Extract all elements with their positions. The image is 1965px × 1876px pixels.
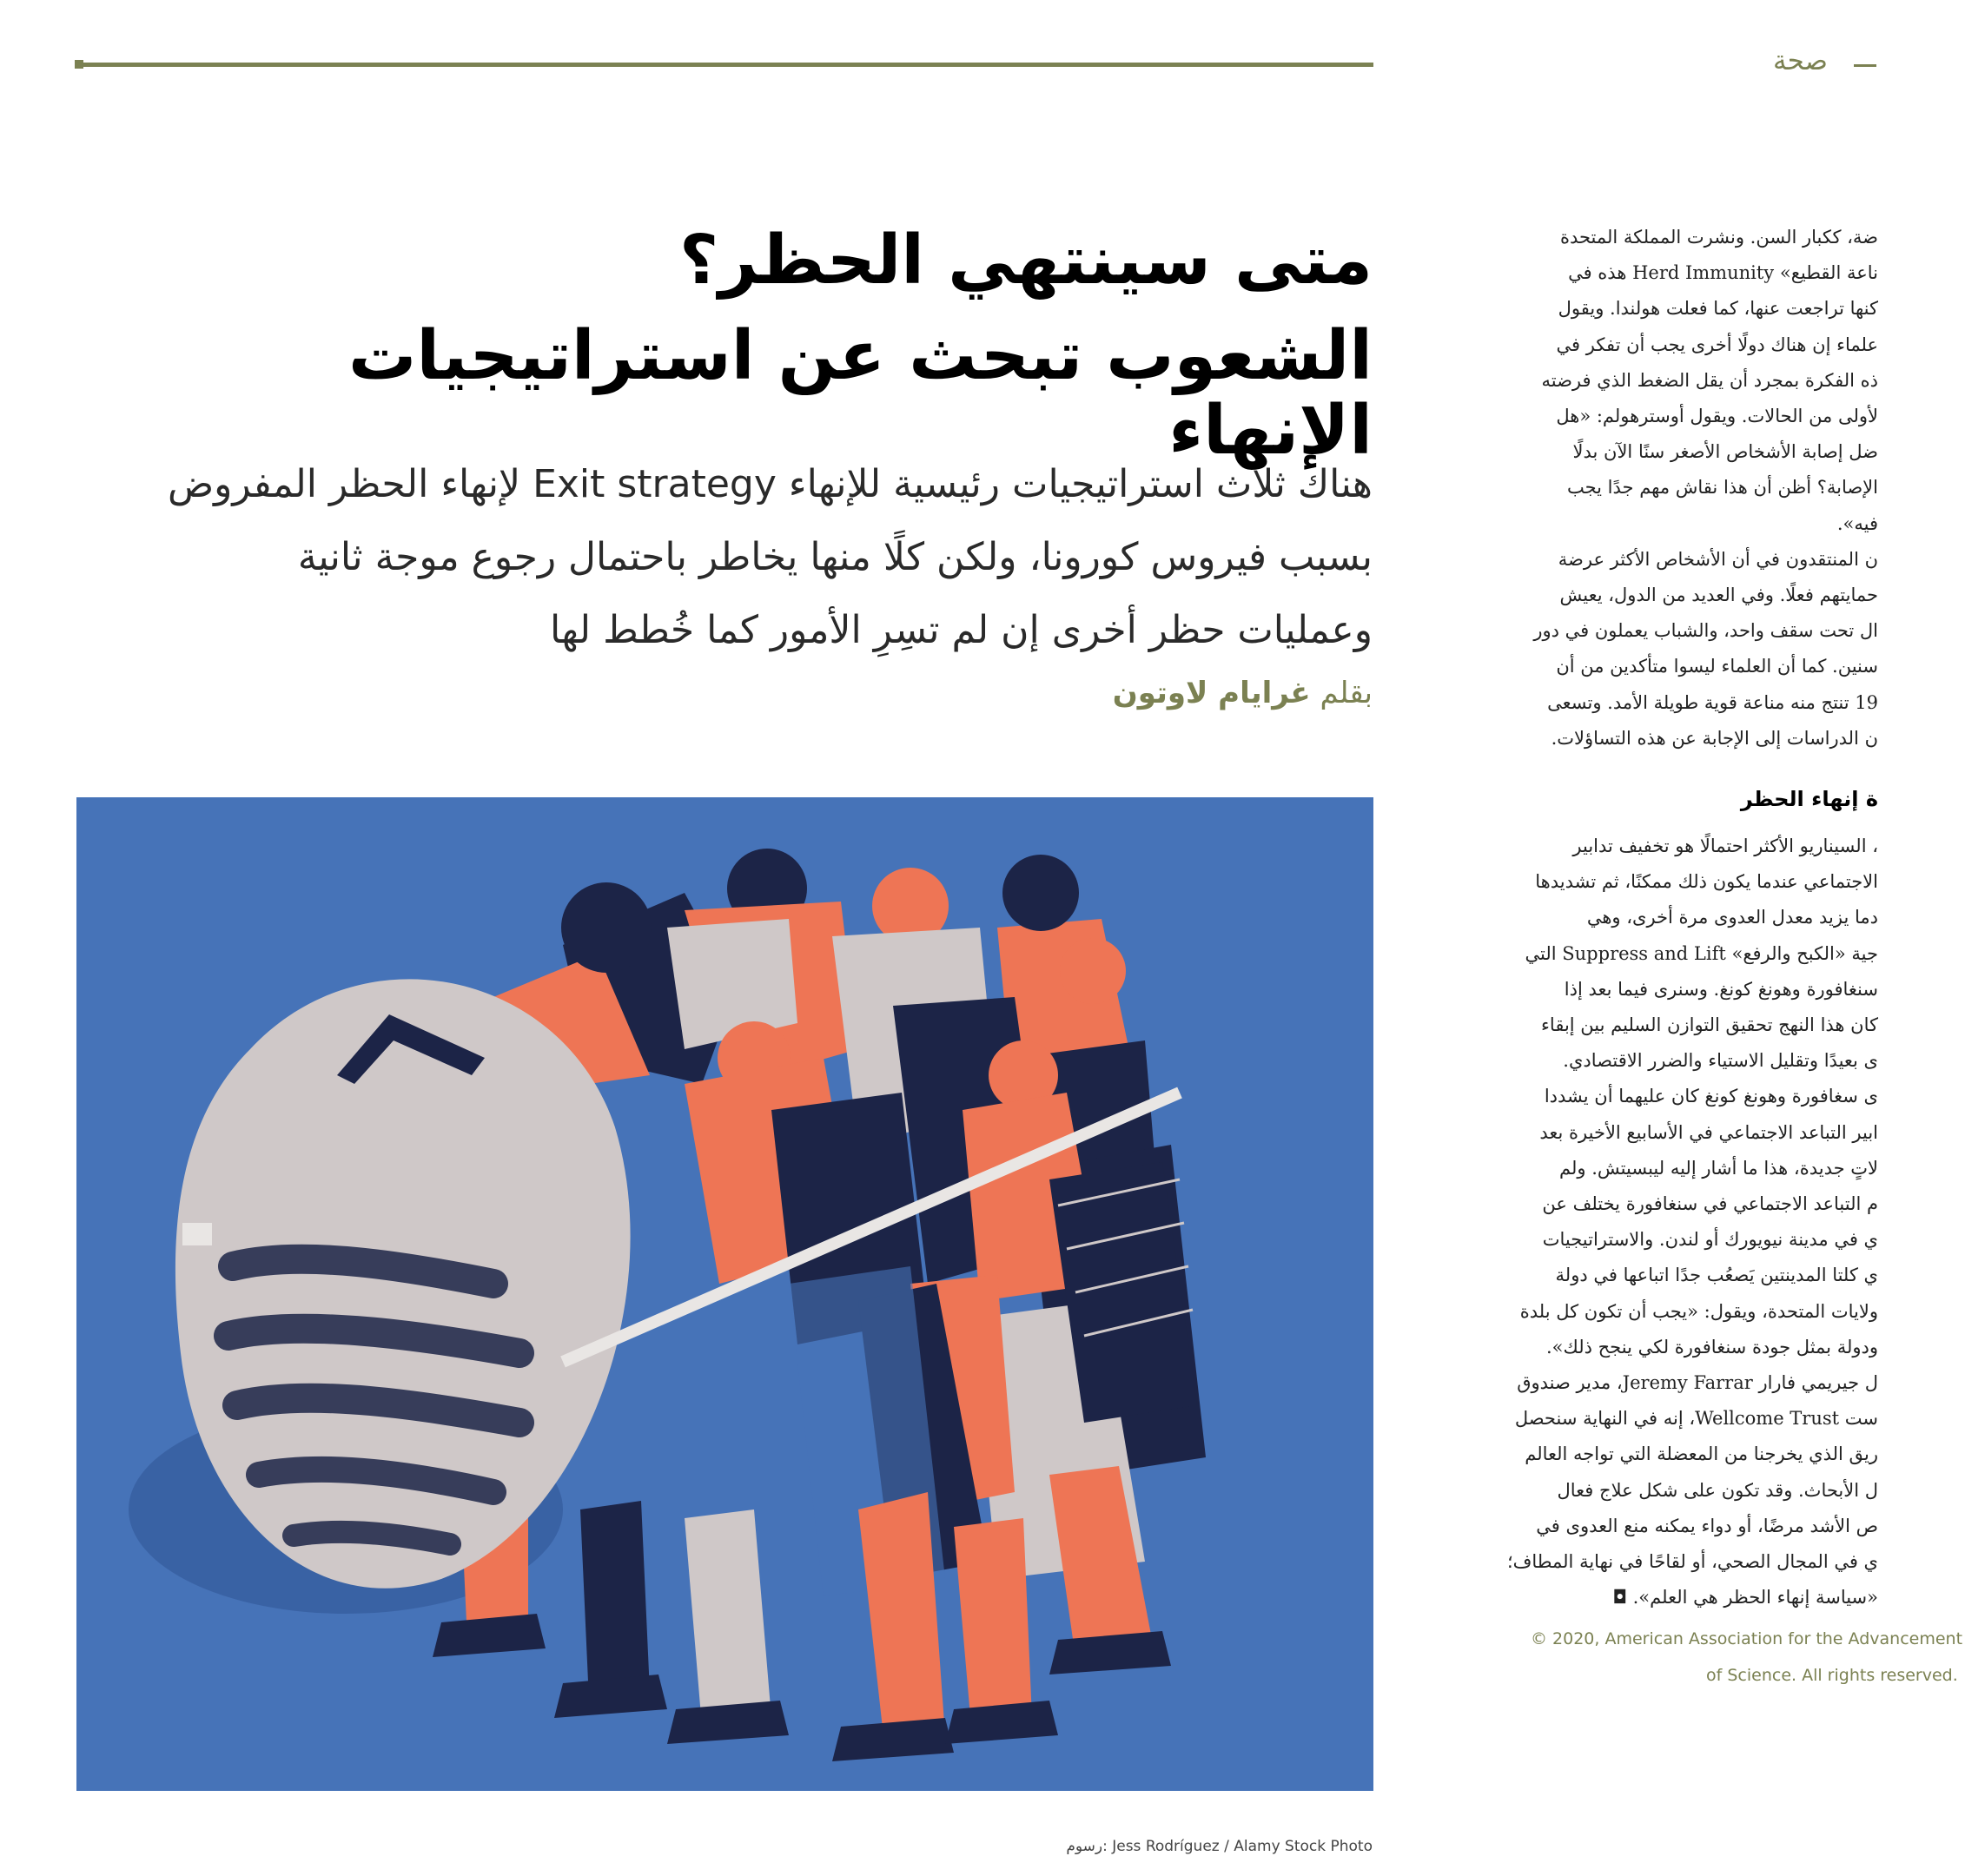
article-column-bottom bbox=[1479, 829, 1878, 1615]
photo-credit: رسوم: Jess Rodríguez / Alamy Stock Photo bbox=[1066, 1838, 1373, 1855]
header-rule bbox=[76, 63, 1373, 67]
standfirst: هناك ثلاث استراتيجيات رئيسية للإنهاء Exit strategy لإنهاء الحظر المفروض بسبب فيروس كورونا، ولكن كلًا منها يخاطر باحتمال رجوع موجة ثانية وعمليات حظر أخرى إن لم تسِرِ الأمور كما خُطط لها bbox=[167, 462, 1373, 652]
col-line: ى سغافورة وهونغ كونغ كان عليهما أن يشددا bbox=[1544, 1086, 1878, 1107]
crowd-pushing-mask-illustration bbox=[76, 797, 1373, 1791]
headline bbox=[122, 221, 1373, 470]
col-line: جية «الكبح والرفع» Suppress and Lift التي bbox=[1525, 942, 1878, 964]
col-line: ل الأبحاث. وقد تكون على شكل علاج فعال bbox=[1557, 1479, 1878, 1501]
copyright-line-2: of Science. All rights reserved. bbox=[1706, 1666, 1958, 1685]
col-line: ضة، ككبار السن. ونشرت المملكة المتحدة bbox=[1559, 227, 1878, 248]
col-line: لاتٍ جديدة، هذا ما أشار إليه ليبسيتش. ولم bbox=[1559, 1157, 1878, 1179]
byline bbox=[1113, 676, 1373, 710]
header-rule-right bbox=[1854, 64, 1876, 67]
col-line: ضل إصابة الأشخاص الأصغر سنًا الآن بدلًا bbox=[1572, 441, 1878, 463]
col-line: الإصابة؟ أظن أن هذا نقاش مهم جدًا يجب bbox=[1566, 477, 1878, 499]
headline-line-1: متى سينتهي الحظر؟ bbox=[679, 221, 1373, 300]
col-line: لأولى من الحالات. ويقول أوسترهولم: «هل bbox=[1556, 406, 1878, 427]
col-line: ال تحت سقف واحد، والشباب يعملون في دور bbox=[1533, 620, 1878, 642]
col-line: حمايتهم فعلًا. وفي العديد من الدول، يعيش bbox=[1559, 585, 1878, 606]
col-line: «سياسة إنهاء الحظر هي العلم». ◘ bbox=[1612, 1587, 1878, 1608]
col-line: ابير التباعد الاجتماعي في الأسابيع الأخيرة بعد bbox=[1539, 1121, 1878, 1143]
col-line: ن الدراسات إلى الإجابة عن هذه التساؤلات. bbox=[1551, 727, 1878, 749]
col-line: ص الأشد مرضًا، أو دواء يمكنه منع العدوى في bbox=[1536, 1515, 1878, 1536]
col-line: دما يزيد معدل العدوى مرة أخرى، وهي bbox=[1586, 907, 1878, 928]
column-subhead: ة إنهاء الحظر bbox=[1740, 787, 1878, 811]
article-column-top bbox=[1479, 220, 1878, 756]
col-line: فيه». bbox=[1836, 512, 1878, 534]
col-line: ى بعيدًا وتقليل الاستياء والضرر الاقتصادي. bbox=[1563, 1050, 1878, 1072]
headline-line-2: الشعوب تبحث عن استراتيجيات الإنهاء bbox=[348, 316, 1373, 470]
col-line: سنغافورة وهونغ كونغ. وسنرى فيما بعد إذا bbox=[1564, 978, 1878, 1000]
col-line: الاجتماعي عندما يكون ذلك ممكنًا، ثم تشديدها bbox=[1535, 871, 1878, 893]
col-line: ي في المجال الصحي، أو لقاحًا في نهاية المطاف؛ bbox=[1506, 1551, 1878, 1573]
col-line: علماء إن هناك دولًا أخرى يجب أن تفكر في bbox=[1556, 334, 1878, 355]
col-line: 19 تنتج منه مناعة قوية طويلة الأمد. وتسعى bbox=[1547, 691, 1878, 713]
col-line: ، السيناريو الأكثر احتمالًا هو تخفيف تدابير bbox=[1572, 836, 1878, 856]
col-line: ولايات المتحدة، ويقول: «يجب أن تكون كل بلدة bbox=[1519, 1300, 1878, 1322]
col-line: ي في مدينة نيويورك أو لندن. والاستراتيجيات bbox=[1542, 1229, 1878, 1251]
section-label: صحة bbox=[1773, 45, 1828, 76]
col-line: ي كلتا المدينتين يَصعُب جدًا اتباعها في دولة bbox=[1555, 1265, 1878, 1286]
cover-illustration bbox=[76, 797, 1373, 1791]
col-line: م التباعد الاجتماعي في سنغافورة يختلف عن bbox=[1542, 1193, 1878, 1215]
col-line: ناعة القطيع» Herd Immunity هذه في bbox=[1568, 262, 1878, 284]
col-line: ودولة بمثل جودة سنغافورة لكي ينجح ذلك». bbox=[1545, 1336, 1878, 1357]
col-line: كان هذا النهج تحقيق التوازن السليم بين إبقاء bbox=[1541, 1014, 1878, 1036]
copyright-line-1: © 2020, American Association for the Advancement bbox=[1531, 1629, 1963, 1648]
col-line: ريق الذي يخرجنا من المعضلة التي تواجه العالم bbox=[1525, 1443, 1878, 1465]
byline-prefix: بقلم bbox=[1320, 676, 1373, 710]
col-line: سنين. كما أن العلماء ليسوا متأكدين من أن bbox=[1556, 656, 1878, 677]
copyright-notice bbox=[1531, 1621, 1965, 1694]
col-line: ذه الفكرة بمجرد أن يقل الضغط الذي فرضته bbox=[1541, 369, 1878, 391]
col-line: ست Wellcome Trust، إنه في النهاية سنحصل bbox=[1514, 1408, 1878, 1430]
col-line: ل جيريمي فارار Jeremy Farrar، مدير صندوق bbox=[1517, 1372, 1878, 1394]
col-line: كنها تراجعت عنها، كما فعلت هولندا. ويقول bbox=[1558, 298, 1878, 320]
byline-author: غرايام لاوتون bbox=[1112, 676, 1311, 710]
col-line: ن المنتقدون في أن الأشخاص الأكثر عرضة bbox=[1558, 548, 1878, 570]
